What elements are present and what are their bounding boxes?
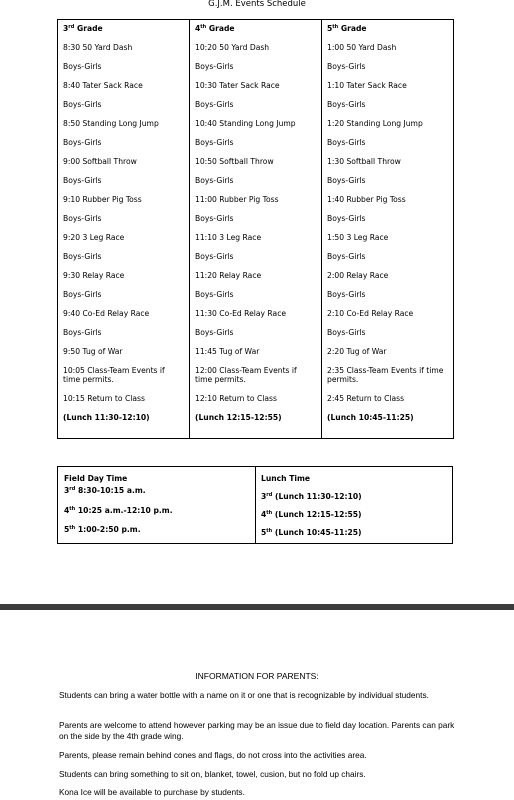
event-entry: (Lunch 12:15-12:55): [195, 413, 282, 422]
schedule-cell: [190, 247, 322, 266]
schedule-cell: [58, 361, 190, 389]
lunch-time-entry: 5th (Lunch 10:45-11:25): [261, 528, 362, 537]
info-paragraph: Students can bring a water bottle with a name on it or one that is recognizable by individual students.: [59, 690, 429, 700]
event-entry: 10:15 Return to Class: [63, 394, 145, 403]
schedule-cell: [190, 209, 322, 228]
event-entry: 11:30 Co-Ed Relay Race: [195, 309, 287, 318]
event-entry: Boys-Girls: [327, 214, 366, 223]
schedule-cell: [322, 114, 454, 133]
grade-heading: 5th Grade: [327, 24, 367, 33]
event-entry: Boys-Girls: [195, 252, 234, 261]
event-entry: 9:50 Tug of War: [63, 347, 123, 356]
schedule-cell: [322, 133, 454, 152]
schedule-cell: [322, 266, 454, 285]
event-entry: 11:20 Relay Race: [195, 271, 262, 280]
schedule-cell: [58, 171, 190, 190]
event-entry: 9:10 Rubber Pig Toss: [63, 195, 142, 204]
schedule-row: [58, 133, 454, 152]
event-entry: Boys-Girls: [195, 138, 234, 147]
info-page: [0, 610, 514, 800]
event-entry: Boys-Girls: [327, 138, 366, 147]
field-day-entry: 3rd 8:30-10:15 a.m.: [64, 486, 146, 495]
schedule-cell: [322, 76, 454, 95]
event-entry: Boys-Girls: [327, 62, 366, 71]
info-paragraph: Students can bring something to sit on, blanket, towel, cusion, but no fold up chairs.: [59, 769, 366, 779]
event-entry: 10:50 Softball Throw: [195, 157, 274, 166]
event-entry: 9:40 Co-Ed Relay Race: [63, 309, 150, 318]
event-entry: Boys-Girls: [195, 62, 234, 71]
schedule-row: [58, 266, 454, 285]
schedule-cell: [322, 228, 454, 247]
event-entry: Boys-Girls: [63, 62, 102, 71]
event-entry: Boys-Girls: [195, 290, 234, 299]
event-entry: 9:20 3 Leg Race: [63, 233, 125, 242]
schedule-header-row: [58, 20, 454, 39]
event-entry: 2:45 Return to Class: [327, 394, 405, 403]
event-entry: 12:00 Class-Team Events if time permits.: [195, 366, 297, 385]
schedule-cell: [322, 408, 454, 439]
events-schedule-table: [57, 19, 454, 439]
event-entry: Boys-Girls: [327, 290, 366, 299]
event-entry: 10:40 Standing Long Jump: [195, 119, 296, 128]
schedule-cell: [190, 152, 322, 171]
schedule-cell: [58, 209, 190, 228]
event-entry: Boys-Girls: [63, 100, 102, 109]
info-title: INFORMATION FOR PARENTS:: [195, 671, 319, 681]
event-entry: 1:00 50 Yard Dash: [327, 43, 397, 52]
schedule-cell: [58, 152, 190, 171]
schedule-cell: [190, 76, 322, 95]
event-entry: 10:30 Tater Sack Race: [195, 81, 280, 90]
event-entry: 9:00 Softball Throw: [63, 157, 137, 166]
event-entry: Boys-Girls: [63, 252, 102, 261]
schedule-cell: [190, 171, 322, 190]
schedule-row: [58, 95, 454, 114]
schedule-cell: [190, 133, 322, 152]
schedule-row: [58, 171, 454, 190]
event-entry: 11:00 Rubber Pig Toss: [195, 195, 279, 204]
schedule-cell: [190, 20, 322, 39]
schedule-row: [58, 57, 454, 76]
schedule-row: [58, 209, 454, 228]
field-day-entry: 5th 1:00-2:50 p.m.: [64, 525, 141, 534]
schedule-cell: [58, 114, 190, 133]
event-entry: 2:20 Tug of War: [327, 347, 387, 356]
schedule-cell: [58, 133, 190, 152]
schedule-cell: [190, 408, 322, 439]
schedule-cell: [58, 228, 190, 247]
field-day-heading: Field Day Time: [64, 474, 128, 483]
event-entry: 2:00 Relay Race: [327, 271, 389, 280]
schedule-cell: [190, 57, 322, 76]
event-entry: Boys-Girls: [195, 214, 234, 223]
schedule-row: [58, 389, 454, 408]
event-entry: 11:10 3 Leg Race: [195, 233, 262, 242]
schedule-cell: [58, 190, 190, 209]
event-entry: Boys-Girls: [195, 328, 234, 337]
schedule-cell: [190, 389, 322, 408]
schedule-cell: [58, 389, 190, 408]
event-entry: (Lunch 11:30-12:10): [63, 413, 150, 422]
times-box-divider: [255, 467, 256, 543]
schedule-cell: [58, 38, 190, 57]
schedule-cell: [322, 361, 454, 389]
event-entry: Boys-Girls: [63, 138, 102, 147]
event-entry: 1:10 Tater Sack Race: [327, 81, 407, 90]
schedule-cell: [58, 266, 190, 285]
schedule-row: [58, 247, 454, 266]
schedule-cell: [322, 171, 454, 190]
schedule-row: [58, 38, 454, 57]
schedule-row: [58, 152, 454, 171]
schedule-cell: [58, 247, 190, 266]
event-entry: Boys-Girls: [327, 328, 366, 337]
schedule-cell: [190, 266, 322, 285]
schedule-cell: [322, 95, 454, 114]
grade-heading: 4th Grade: [195, 24, 235, 33]
schedule-cell: [322, 190, 454, 209]
event-entry: 11:45 Tug of War: [195, 347, 260, 356]
schedule-cell: [190, 95, 322, 114]
schedule-cell: [322, 389, 454, 408]
info-paragraph: Parents are welcome to attend however parking may be an issue due to field day location. Parents can park on the side by the 4th grade wing.: [59, 720, 455, 741]
event-entry: Boys-Girls: [327, 252, 366, 261]
event-entry: Boys-Girls: [63, 328, 102, 337]
schedule-cell: [190, 190, 322, 209]
schedule-row: [58, 323, 454, 342]
schedule-cell: [190, 304, 322, 323]
schedule-row: [58, 361, 454, 389]
schedule-row: [58, 408, 454, 439]
schedule-cell: [190, 342, 322, 361]
schedule-cell: [58, 323, 190, 342]
schedule-cell: [322, 20, 454, 39]
schedule-cell: [322, 209, 454, 228]
schedule-cell: [58, 285, 190, 304]
event-entry: 2:10 Co-Ed Relay Race: [327, 309, 414, 318]
schedule-cell: [190, 114, 322, 133]
schedule-cell: [190, 38, 322, 57]
schedule-cell: [322, 57, 454, 76]
event-entry: 9:30 Relay Race: [63, 271, 125, 280]
schedule-row: [58, 342, 454, 361]
schedule-row: [58, 304, 454, 323]
event-entry: 10:20 50 Yard Dash: [195, 43, 270, 52]
schedule-cell: [322, 304, 454, 323]
schedule-cell: [190, 323, 322, 342]
event-entry: Boys-Girls: [195, 176, 234, 185]
times-summary-box: [57, 466, 453, 544]
grade-heading: 3rd Grade: [63, 24, 103, 33]
document-title: G.J.M. Events Schedule: [208, 0, 306, 9]
info-paragraph: Parents, please remain behind cones and flags, do not cross into the activities area.: [59, 750, 367, 760]
event-entry: 12:10 Return to Class: [195, 394, 277, 403]
event-entry: (Lunch 10:45-11:25): [327, 413, 414, 422]
schedule-cell: [322, 285, 454, 304]
schedule-row: [58, 114, 454, 133]
schedule-row: [58, 228, 454, 247]
schedule-cell: [58, 304, 190, 323]
event-entry: Boys-Girls: [63, 176, 102, 185]
event-entry: 10:05 Class-Team Events if time permits.: [63, 366, 165, 385]
event-entry: 1:50 3 Leg Race: [327, 233, 389, 242]
event-entry: Boys-Girls: [63, 290, 102, 299]
event-entry: Boys-Girls: [63, 214, 102, 223]
event-entry: 1:20 Standing Long Jump: [327, 119, 423, 128]
lunch-time-entry: 3rd (Lunch 11:30-12:10): [261, 492, 362, 501]
info-paragraph: Kona Ice will be available to purchase by students.: [59, 787, 245, 797]
schedule-row: [58, 285, 454, 304]
schedule-cell: [58, 342, 190, 361]
lunch-time-heading: Lunch Time: [261, 474, 311, 483]
schedule-cell: [58, 20, 190, 39]
schedule-cell: [58, 408, 190, 439]
event-entry: 8:40 Tater Sack Race: [63, 81, 143, 90]
event-entry: Boys-Girls: [327, 176, 366, 185]
lunch-time-entry: 4th (Lunch 12:15-12:55): [261, 510, 362, 519]
schedule-cell: [190, 361, 322, 389]
schedule-cell: [322, 342, 454, 361]
event-entry: 1:30 Softball Throw: [327, 157, 401, 166]
schedule-cell: [190, 228, 322, 247]
schedule-cell: [322, 247, 454, 266]
event-entry: 2:35 Class-Team Events if time permits.: [327, 366, 444, 385]
schedule-cell: [58, 95, 190, 114]
schedule-cell: [190, 285, 322, 304]
schedule-cell: [322, 323, 454, 342]
event-entry: Boys-Girls: [327, 100, 366, 109]
schedule-cell: [58, 57, 190, 76]
event-entry: 8:30 50 Yard Dash: [63, 43, 133, 52]
schedule-row: [58, 76, 454, 95]
schedule-cell: [58, 76, 190, 95]
event-entry: 8:50 Standing Long Jump: [63, 119, 159, 128]
schedule-cell: [322, 152, 454, 171]
schedule-row: [58, 190, 454, 209]
event-entry: 1:40 Rubber Pig Toss: [327, 195, 406, 204]
schedule-cell: [322, 38, 454, 57]
event-entry: Boys-Girls: [195, 100, 234, 109]
field-day-entry: 4th 10:25 a.m.-12:10 p.m.: [64, 506, 173, 515]
